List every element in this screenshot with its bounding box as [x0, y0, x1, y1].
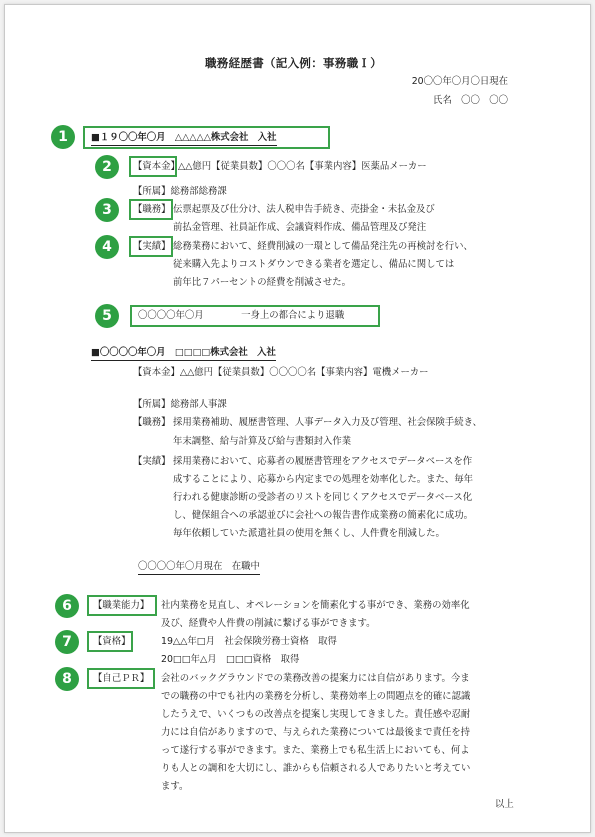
- highlight-box-qualifications: [87, 631, 133, 652]
- qualifications-label: 【資格】: [93, 636, 131, 647]
- job2-achieve-line: 成することにより、応募から内定までの処理を効率化した。また、毎年: [173, 474, 474, 485]
- job1-achieve-label: 【実績】: [133, 241, 171, 252]
- pr-line: 力には自信がありますので、与えられた業務については最後まで責任を持: [161, 727, 471, 738]
- job2-dept: 【所属】総務部人事課: [133, 399, 227, 410]
- pr-label: 【自己ＰＲ】: [93, 673, 150, 684]
- pr-line: したうえで、いくつもの改善点を提案し実現してきました。責任感や忍耐: [161, 709, 471, 720]
- job1-duty-label: 【職務】: [133, 204, 171, 215]
- job2-achieve-line: 毎年依頼していた派遣社員の使用を無くし、人件費を削減した。: [173, 528, 445, 539]
- closing-text: 以上: [495, 799, 514, 810]
- job2-heading: ■〇〇〇〇年〇月 □□□□株式会社 入社: [91, 347, 276, 361]
- badge-number: 6: [55, 594, 79, 618]
- pr-line: りも人との調和を大切にし、誰からも信頼される人でありたいと考えてい: [161, 763, 471, 774]
- skills-line: 社内業務を見直し、オペレーションを簡素化する事ができ、業務の効率化: [161, 600, 470, 611]
- badge-number: 1: [51, 125, 75, 149]
- job2-achieve-line: し、健保組合への承認並びに会社への報告書作成業務の簡素化に成功。: [173, 510, 474, 521]
- job1-duty-line: 前払金管理、社員証作成、会議資料作成、備品管理及び発注: [173, 222, 427, 233]
- qualification-item: 19△△年□月 社会保険労務士資格 取得: [161, 636, 337, 647]
- qualification-item: 20□□年△月 □□□資格 取得: [161, 654, 300, 665]
- job2-achieve-line: 採用業務において、応募者の履歴書管理をアクセスでデータベースを作: [173, 456, 473, 467]
- job1-dept: 【所属】総務部総務課: [133, 186, 227, 197]
- pr-line: ます。: [161, 781, 189, 792]
- job2-achieve-line: 行われる健康診断の受診者のリストを同じくアクセスでデータベース化: [173, 492, 473, 503]
- highlight-box-retirement: [130, 305, 380, 327]
- highlight-box-achievement: [129, 236, 173, 257]
- job1-achieve-line: 総務業務において、経費削減の一環として備品発注先の再検討を行い、: [173, 241, 473, 252]
- job1-achieve-line: 従来購入先よりコストダウンできる業者を選定し、備品に関しては: [173, 259, 455, 270]
- highlight-box-capital: [129, 156, 177, 177]
- job1-achieve-line: 前年比７パーセントの経費を削減させた。: [173, 277, 351, 288]
- highlight-box-duty: [129, 199, 173, 220]
- badge-number: 8: [55, 667, 79, 691]
- author-name: 氏名 〇〇 〇〇: [432, 95, 508, 106]
- pr-line: 会社のバックグラウンドでの業務改善の提案力には自信があります。今ま: [161, 673, 470, 684]
- job2-current-status: 〇〇〇〇年〇月現在 在職中: [138, 561, 260, 575]
- badge-number: 7: [55, 630, 79, 654]
- badge-number: 2: [95, 155, 119, 179]
- job1-retirement: 〇〇〇〇年〇月 一身上の都合により退職: [138, 310, 345, 321]
- skills-line: 及び、経費や人件費の削減に繋げる事ができます。: [161, 618, 376, 629]
- badge-number: 4: [95, 235, 119, 259]
- job1-company-info: △△億円【従業員数】〇〇〇名【事業内容】医薬品メーカー: [178, 161, 427, 172]
- job2-achieve-label: 【実績】: [133, 456, 171, 467]
- job1-heading: ■１９〇〇年〇月 △△△△△株式会社 入社: [91, 132, 277, 146]
- highlight-box-skills: [87, 595, 157, 616]
- highlight-box-job1-heading: [83, 126, 330, 149]
- skills-label: 【職業能力】: [93, 600, 150, 611]
- job1-company-label: 【資本金】: [133, 161, 180, 172]
- job2-duty-line: 採用業務補助、履歴書管理、人事データ入力及び管理、社会保険手続き、: [173, 417, 483, 428]
- badge-number: 5: [95, 304, 119, 328]
- pr-line: って遂行する事ができます。また、業務上でも私生活上においても、何よ: [161, 745, 470, 756]
- highlight-box-pr: [87, 668, 155, 689]
- page-title: 職務経歴書（記入例：事務職Ｉ）: [205, 56, 382, 70]
- job2-duty-line: 年末調整、給与計算及び給与書類封入作業: [173, 436, 352, 447]
- job2-company-info: 【資本金】△△億円【従業員数】〇〇〇〇名【事業内容】電機メーカー: [133, 367, 429, 378]
- job2-duty-label: 【職務】: [133, 417, 171, 428]
- badge-number: 3: [95, 198, 119, 222]
- document-date: 20〇〇年〇月〇日現在: [411, 76, 508, 87]
- document-page: [4, 4, 591, 833]
- pr-line: での職務の中でも社内の業務を分析し、業務効率上の問題点を的確に認識: [161, 691, 471, 702]
- job1-duty-line: 伝票起票及び仕分け、法人税申告手続き、売掛金・未払金及び: [173, 204, 435, 215]
